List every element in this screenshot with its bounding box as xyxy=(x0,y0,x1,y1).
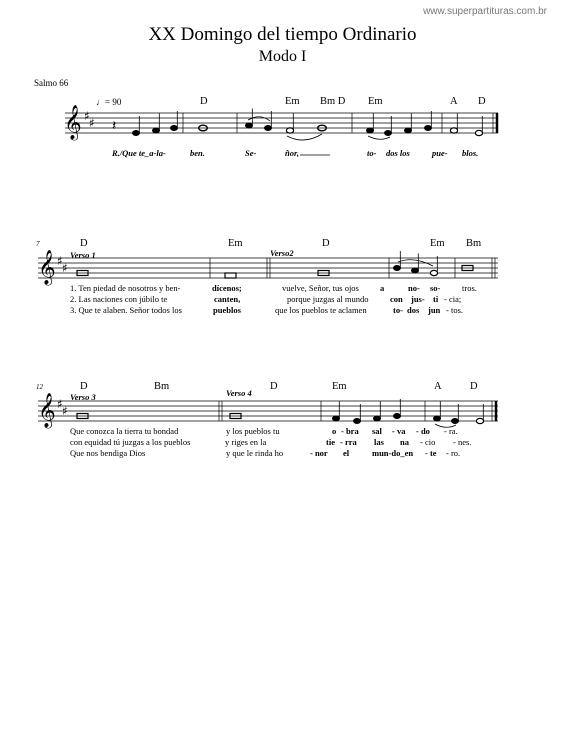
lyric: - do xyxy=(416,426,430,436)
lyric: to- xyxy=(393,305,403,315)
lyric: y que le rinda ho xyxy=(226,448,284,458)
lyric: - te xyxy=(425,448,437,458)
measure-number: 7 xyxy=(36,240,40,248)
notes-system-1 xyxy=(132,109,482,136)
lyric: Que conozca la tierra tu bondad xyxy=(70,426,179,436)
verse-label: Verso2 xyxy=(270,248,294,258)
verse-label: Verso 4 xyxy=(226,388,252,398)
quarter-note-icon: ♩ xyxy=(96,97,105,107)
watermark: www.superpartituras.com.br xyxy=(423,6,547,17)
lyric: - nor xyxy=(310,448,328,458)
lyric: - va xyxy=(392,426,406,436)
lyric: dos los xyxy=(386,148,410,158)
lyric: a xyxy=(380,283,385,293)
lyric: so- xyxy=(430,283,441,293)
rest-icon: 𝄽 xyxy=(112,118,117,134)
lyric: na xyxy=(400,437,409,447)
slur xyxy=(435,424,456,427)
sharp-icon: ♯ xyxy=(57,397,63,411)
lyric: dos xyxy=(407,305,420,315)
lyric: - cia; xyxy=(444,294,462,304)
lyric: - tos. xyxy=(446,305,463,315)
score-subtitle: Modo I xyxy=(258,48,307,65)
sharp-icon: ♯ xyxy=(57,254,63,268)
lyric: - bra xyxy=(341,426,359,436)
sharp-icon: ♯ xyxy=(62,261,68,275)
chord: Bm xyxy=(466,238,482,249)
lyric: y riges en la xyxy=(225,437,267,447)
lyric: - rra xyxy=(340,437,357,447)
lyric: Se- xyxy=(245,148,257,158)
chord: D xyxy=(470,381,478,392)
lyric: jun xyxy=(428,305,441,315)
chord: D xyxy=(80,238,88,249)
lyric: canten, xyxy=(214,294,241,304)
chord: D xyxy=(200,96,208,107)
lyric: - ra. xyxy=(444,426,458,436)
chord: A xyxy=(434,381,442,392)
lyric: y los pueblos tu xyxy=(226,426,280,436)
chord: Em xyxy=(228,238,243,249)
staff-system-1 xyxy=(65,113,498,133)
lyric: jus- xyxy=(411,294,425,304)
lyric: tros. xyxy=(462,283,477,293)
sharp-icon: ♯ xyxy=(84,109,90,123)
lyric: porque juzgas al mundo xyxy=(287,294,369,304)
lyric: no- xyxy=(408,283,420,293)
treble-clef-icon: 𝄞 xyxy=(38,250,56,285)
lyric: ti xyxy=(433,294,439,304)
staff-system-2 xyxy=(38,258,498,278)
lyric: - ro. xyxy=(446,448,461,458)
chord: Bm D xyxy=(320,96,346,107)
sharp-icon: ♯ xyxy=(89,116,95,130)
chord: Bm xyxy=(154,381,170,392)
lyric: o xyxy=(332,426,337,436)
verse-label: Verso 3 xyxy=(70,392,96,402)
chord: D xyxy=(80,381,88,392)
lyric: las xyxy=(374,437,384,447)
chord: D xyxy=(322,238,330,249)
chord: Em xyxy=(332,381,347,392)
treble-clef-icon: 𝄞 xyxy=(38,393,56,428)
lyric: ñor, xyxy=(285,148,299,158)
chord: Em xyxy=(285,96,300,107)
lyric: pueblos xyxy=(213,305,241,315)
lyric: con xyxy=(390,294,403,304)
lyric: que los pueblos te aclamen xyxy=(275,305,367,315)
notes-system-2 xyxy=(77,251,473,278)
lyric: 3. Que te alaben. Señor todos los xyxy=(70,305,182,315)
psalm-label: Salmo 66 xyxy=(34,78,69,88)
treble-clef-icon: 𝄞 xyxy=(64,105,82,140)
chord: Em xyxy=(430,238,445,249)
lyric: pue- xyxy=(432,148,448,158)
sharp-icon: ♯ xyxy=(62,404,68,418)
lyric: sal xyxy=(372,426,382,436)
lyric: - cio xyxy=(420,437,436,447)
score-title: XX Domingo del tiempo Ordinario xyxy=(148,24,417,45)
lyric: Que nos bendiga Dios xyxy=(70,448,146,458)
lyric: ben. xyxy=(190,148,205,158)
lyric: 1. Ten piedad de nosotros y ben- xyxy=(70,283,181,293)
chord: D xyxy=(270,381,278,392)
lyric: el xyxy=(343,448,350,458)
staff-system-3 xyxy=(38,401,498,421)
measure-number: 12 xyxy=(36,383,43,391)
verse-label: Verso 1 xyxy=(70,250,96,260)
lyric: mun-do_en xyxy=(372,448,414,458)
lyric: dícenos; xyxy=(212,283,242,293)
lyric: blos. xyxy=(462,148,479,158)
lyric: vuelve, Señor, tus ojos xyxy=(282,283,359,293)
chord: A xyxy=(450,96,458,107)
tempo-marking: ♩= 90 xyxy=(96,97,122,107)
lyric: - nes. xyxy=(453,437,472,447)
lyric: to- xyxy=(367,148,377,158)
lyric: con equidad tú juzgas a los pueblos xyxy=(70,437,191,447)
lyric: 2. Las naciones con júbilo te xyxy=(70,294,168,304)
chord: D xyxy=(478,96,486,107)
lyric: R./Que te_a-la- xyxy=(112,148,166,158)
chord: Em xyxy=(368,96,383,107)
lyric: tie xyxy=(326,437,335,447)
